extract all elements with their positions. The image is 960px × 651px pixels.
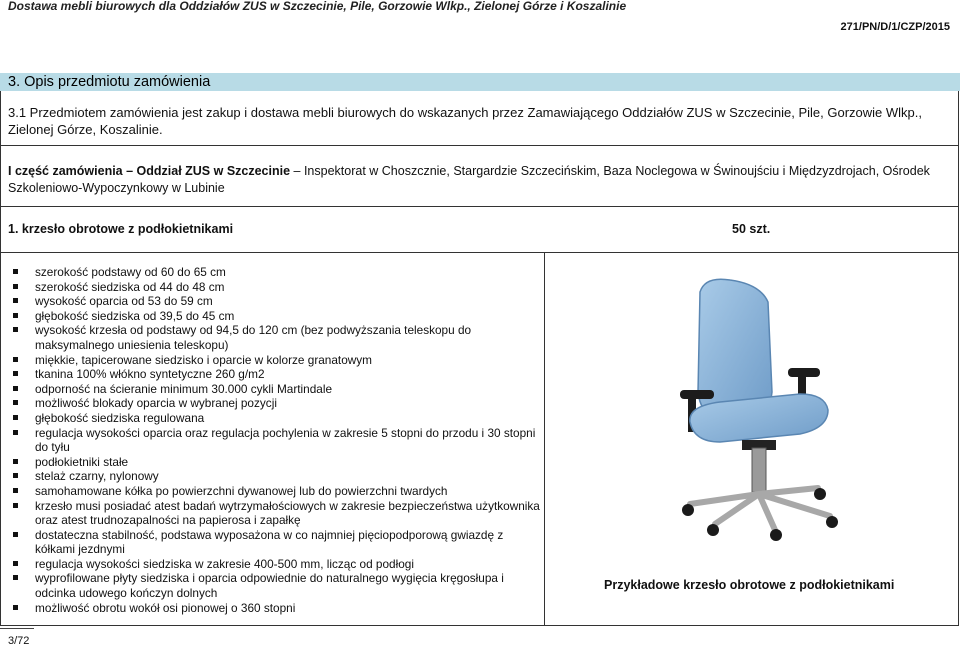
document-reference-number: 271/PN/D/1/CZP/2015 (840, 21, 950, 33)
part-description (8, 163, 953, 197)
part-heading: I część zamówienia – Oddział ZUS w Szczecinie (8, 164, 291, 178)
spec-item: wysokość krzesła od podstawy od 94,5 do 120 cm (bez podwyższania teleskopu do maksymalnego uniesienia teleskopu) (8, 323, 543, 352)
chair-image (660, 272, 880, 542)
spec-item: stelaż czarny, nylonowy (8, 469, 543, 484)
item-name: 1. krzesło obrotowe z podłokietnikami (8, 222, 234, 236)
specification-list (8, 265, 543, 615)
table-border-right (958, 91, 959, 626)
spec-item: możliwość obrotu wokół osi pionowej o 360 stopni (8, 601, 543, 616)
spec-item: wysokość oparcia od 53 do 59 cm (8, 294, 543, 309)
spec-item: samohamowane kółka po powierzchni dywanowej lub do powierzchni twardych (8, 484, 543, 499)
spec-item: miękkie, tapicerowane siedzisko i oparcie w kolorze granatowym (8, 353, 543, 368)
spec-item: szerokość podstawy od 60 do 65 cm (8, 265, 543, 280)
part-text: – Inspektorat w Choszcznie, Stargardzie Szczecińskim, Baza Noclegowa w Świnoujściu i Międzyzdrojach, Ośrodek Szkoleniowo-Wypoczynkowy w Lubinie (8, 164, 930, 195)
image-caption: Przykładowe krzesło obrotowe z podłokietnikami (604, 578, 895, 592)
table-divider-3 (0, 252, 959, 253)
spec-item: szerokość siedziska od 44 do 48 cm (8, 280, 543, 295)
spec-item: regulacja wysokości siedziska w zakresie 400-500 mm, licząc od podłogi (8, 557, 543, 572)
table-border-left (0, 91, 1, 626)
spec-item: podłokietniki stałe (8, 455, 543, 470)
spec-item: możliwość blokady oparcia w wybranej pozycji (8, 396, 543, 411)
spec-item: regulacja wysokości oparcia oraz regulacja pochylenia w zakresie 5 stopni do przodu i 30 stopni do tyłu (8, 426, 543, 455)
spec-item: dostateczna stabilność, podstawa wyposażona w co najmniej pięciopodporową gwiazdę z kółkami jezdnymi (8, 528, 543, 557)
intro-paragraph: 3.1 Przedmiotem zamówienia jest zakup i dostawa mebli biurowych do wskazanych przez Zamawiającego Oddziałów ZUS w Szczecinie, Pile, Gorzowie Wlkp., Zielonej Górze, Koszalinie. (8, 105, 922, 137)
section-title: 3. Opis przedmiotu zamówienia (8, 74, 211, 90)
table-border-bottom (0, 625, 959, 626)
document-header-title: Dostawa mebli biurowych dla Oddziałów ZUS w Szczecinie, Pile, Gorzowie Wlkp., Zielonej Górze i Koszalinie (8, 0, 627, 13)
spec-item: odporność na ścieranie minimum 30.000 cykli Martindale (8, 382, 543, 397)
item-quantity: 50 szt. (732, 222, 771, 236)
table-divider-1 (0, 145, 959, 146)
footer-rule (0, 628, 34, 629)
page-number: 3/72 (8, 635, 30, 647)
spec-item: głębokość siedziska od 39,5 do 45 cm (8, 309, 543, 324)
table-column-divider (544, 252, 545, 626)
spec-item: krzesło musi posiadać atest badań wytrzymałościowych w zakresie bezpieczeństwa użytkownika oraz atest trudnozapalności na papierosa i zapałkę (8, 499, 543, 528)
table-divider-2 (0, 206, 959, 207)
spec-item: wyprofilowane płyty siedziska i oparcia odpowiednie do naturalnego wygięcia kręgosłupa i odcinka udowego kończyn dolnych (8, 571, 543, 600)
spec-item: tkanina 100% włókno syntetyczne 260 g/m2 (8, 367, 543, 382)
spec-item: głębokość siedziska regulowana (8, 411, 543, 426)
section-header-bar (0, 73, 960, 91)
